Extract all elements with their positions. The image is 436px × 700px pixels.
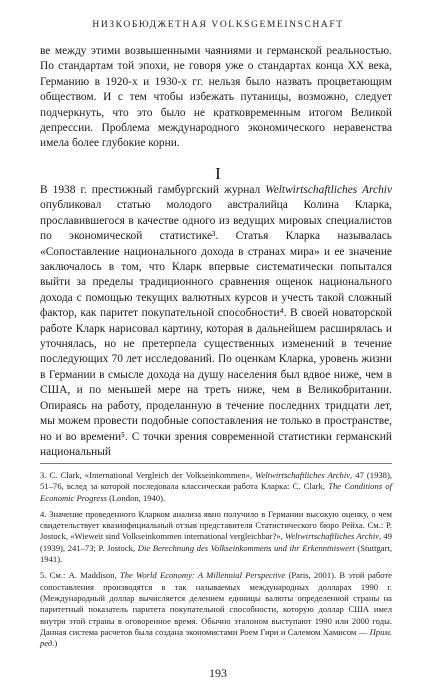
running-head: НИЗКОБЮДЖЕТНАЯ VOLKSGEMEINSCHAFT: [92, 20, 344, 30]
fn5-italic-b: The World Economy: A Millennial Perspective: [119, 570, 286, 581]
fn3-text-e: (London, 1940).: [106, 492, 166, 503]
footnote-5: [40, 570, 392, 649]
fn5-text-c: (Paris, 2001). В этой работе сопоставления производятся в так называемых международных долларах 1990 г. (Международный доллар вычисляется делением единицы валюты определенной страны на паритетный показатель паритета покупательной способности, которую доллар США имел внутри этой страны в оговоренное время. Обычно эталоном выступают 1990 или 2000 годы. Данная система расчетов была создана экономистами Роем Гири и Салемом Хамисом —: [40, 570, 392, 637]
opening-paragraph-block: [40, 44, 392, 152]
fn4-italic-b: Weltwirtschaftliches Archiv: [284, 531, 380, 542]
fn5-italic-d: Прим. ред.: [40, 626, 392, 649]
footnote-4: [40, 509, 392, 565]
main-paragraph-text-2: опубликовал статью молодого австралийца Колина Кларка, прославившегося в качестве одного из ведущих мировых специалистов по экономической статистике³. Статья Кларка называлась «Сопоставление национального дохода в странах мира» и ее значение заключалось в том, что Кларк впервые систематически попытался выйти за пределы традиционного сравнения ощенок национального дохода с помощью текущих валютных курсов и учесть такой сложный фактор, как паритет покупательной способности⁴. В своей новаторской работе Кларк нарисовал картину, которая в дальнейшем расширялась и уточнялась, но не претерпела существенных изменений в течение последующих 70 лет исследований. По оценкам Кларка, уровень жизни в Германии в смысле дохода на душу населения был вдвое ниже, чем в США, и по меньшей мере на треть ниже, чем в Великобритании. Опираясь на работу, проделанную в течение последних тридцати лет, мы можем провести подобные сопоставления не только в пространстве, но и во времени⁵. С точки зрения современной статистики германский национальный: [40, 199, 392, 458]
fn4-text-a: 4. Значение проведенного Кларком анализа явно получило в Германии высокую оценку, о чем свидетельствует квазиофициальный отзыв представителя Статистического бюро Рейха. См.: P. Jostock, «Wieweit sind Volkseinkommen international vergleichbar?»,: [40, 508, 392, 542]
fn4-text-c: , 49 (1939), 241–73; P. Jostock,: [40, 531, 392, 553]
fn5-text-e: ): [54, 638, 58, 649]
main-paragraph-text-1: В 1938 г. престижный гамбургский журнал: [40, 184, 266, 196]
section-heading: I: [215, 164, 221, 183]
journal-title: Weltwirtschaftliches Archiv: [265, 184, 393, 196]
footnote-3: [40, 470, 392, 504]
opening-paragraph: ве между этими возвышенными чаяниями и германской реальностью. По стандартам той эпохи, не говоря уже о стандартах конца XX века, Германию в 1920-х и 1930-х гг. нельзя было назвать процветающим обществом. И с тем чтобы избежать путаницы, возможно, следует подчеркнуть, что это было не кратковременным итогом Великой депрессии. Проблема международного экономического неравенства имела более глубокие корни.: [40, 45, 392, 150]
fn4-italic-d: Die Berechnung des Volkseinkommens und ihr Erkenntniswert: [137, 542, 355, 553]
footnotes: [40, 470, 392, 654]
fn3-italic-b: Weltwirtschaftliches Archiv: [255, 470, 351, 480]
footnote-divider: [40, 463, 392, 464]
fn3-text-c: , 47 (1938), 51–76, вслед за которой последовала классическая работа Кларка: C. Clark,: [40, 470, 392, 492]
fn5-text-a: 5. См.: A. Maddison,: [40, 570, 120, 581]
main-paragraph-block: [40, 183, 392, 460]
page-number: 193: [209, 666, 227, 680]
fn4-text-e: (Stuttgart, 1941).: [40, 542, 392, 565]
fn3-text-a: 3. C. Clark, «International Vergleich der Volkseinkommen»,: [40, 470, 256, 480]
main-paragraph: [40, 183, 392, 460]
fn3-italic-d: The Conditions of Economic Progress: [40, 481, 392, 503]
